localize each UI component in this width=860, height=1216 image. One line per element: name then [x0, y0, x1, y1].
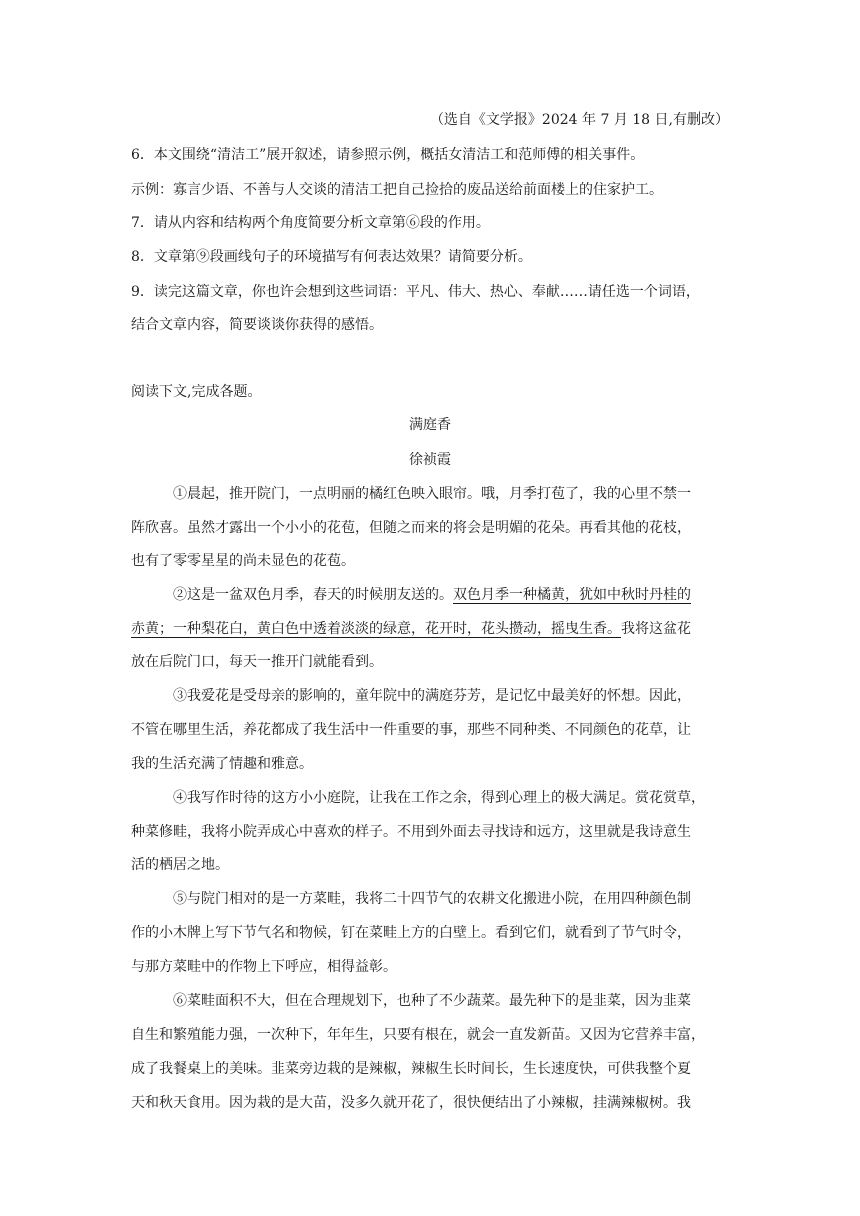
paragraph-1-line-3: 也有了零零星星的尚未显色的花苞。	[131, 553, 355, 569]
paragraph-4-line-3: 活的栖居之地。	[131, 857, 229, 873]
paragraph-2-plain-text: ②这是一盆双色月季，春天的时候朋友送的。	[173, 587, 453, 603]
article-author: 徐祯霞	[409, 452, 451, 468]
paragraph-2-line-2	[131, 619, 731, 639]
paragraph-1-line-1: ①晨起，推开院门，一点明丽的橘红色映入眼帘。哦，月季打苞了，我的心里不禁一	[173, 486, 691, 502]
question-6: 6．本文围绕“清洁工”展开叙述，请参照示例，概括女清洁工和范师傅的相关事件。	[131, 147, 645, 163]
article-title: 满庭香	[409, 417, 451, 433]
paragraph-4-line-1: ④我写作时待的这方小小庭院，让我在工作之余，得到心理上的极大满足。赏花赏草，	[173, 790, 705, 806]
paragraph-2-line-3: 放在后院门口，每天一推开门就能看到。	[131, 654, 383, 670]
paragraph-3-line-2: 不管在哪里生活，养花都成了我生活中一件重要的事，那些不同种类、不同颜色的花草，让	[131, 722, 691, 738]
question-9-cont: 结合文章内容，简要谈谈你获得的感悟。	[131, 317, 383, 333]
paragraph-3-line-1: ③我爱花是受母亲的影响的，童年院中的满庭芬芳，是记忆中最美好的怀想。因此，	[173, 688, 691, 704]
paragraph-6-line-3: 成了我餐桌上的美味。韭菜旁边栽的是辣椒，辣椒生长时间长，生长速度快，可供我整个夏	[131, 1061, 691, 1077]
paragraph-3-line-3: 我的生活充满了情趣和雅意。	[131, 756, 313, 772]
paragraph-1-line-2: 阵欣喜。虽然才露出一个小小的花苞，但随之而来的将会是明媚的花朵。再看其他的花枝，	[131, 520, 691, 536]
paragraph-6-line-2: 自生和繁殖能力强，一次种下，年年生，只要有根在，就会一直发新苗。又因为它营养丰富，	[131, 1027, 705, 1043]
question-8: 8．文章第⑨段画线句子的环境描写有何表达效果？请简要分析。	[131, 249, 532, 265]
source-note: （选自《文学报》2024 年 7 月 18 日,有删改）	[429, 112, 729, 128]
question-9: 9．读完这篇文章，你也许会想到这些词语：平凡、伟大、热心、奉献……请任选一个词语，	[131, 284, 700, 300]
paragraph-6-line-4: 天和秋天食用。因为栽的是大苗，没多久就开花了，很快便结出了小辣椒，挂满辣椒树。我	[131, 1095, 691, 1111]
paragraph-6-line-1: ⑥菜畦面积不大，但在合理规划下，也种了不少蔬菜。最先种下的是韭菜，因为韭菜	[173, 993, 691, 1009]
paragraph-4-line-2: 种菜修畦，我将小院弄成心中喜欢的样子。不用到外面去寻找诗和远方，这里就是我诗意生	[131, 824, 691, 840]
reading-instruction: 阅读下文,完成各题。	[131, 384, 262, 400]
question-7: 7．请从内容和结构两个角度简要分析文章第⑥段的作用。	[131, 215, 490, 231]
paragraph-2-line-1	[173, 585, 773, 605]
paragraph-5-line-1: ⑤与院门相对的是一方菜畦，我将二十四节气的农耕文化搬进小院，在用四种颜色制	[173, 891, 691, 907]
question-6-example: 示例：寡言少语、不善与人交谈的清洁工把自己捡拾的废品送给前面楼上的住家护工。	[131, 182, 663, 198]
underlined-sentence-part-2: 赤黄；一种梨花白，黄白色中透着淡淡的绿意，花开时，花头攒动，摇曳生香。	[131, 621, 621, 637]
paragraph-2-plain-text-2: 我将这盆花	[621, 621, 691, 637]
underlined-sentence-part-1: 双色月季一种橘黄，犹如中秋时丹桂的	[453, 587, 691, 603]
paragraph-5-line-2: 作的小木牌上写下节气名和物候，钉在菜畦上方的白壁上。看到它们，就看到了节气时令，	[131, 925, 691, 941]
paragraph-5-line-3: 与那方菜畦中的作物上下呼应，相得益彰。	[131, 959, 397, 975]
